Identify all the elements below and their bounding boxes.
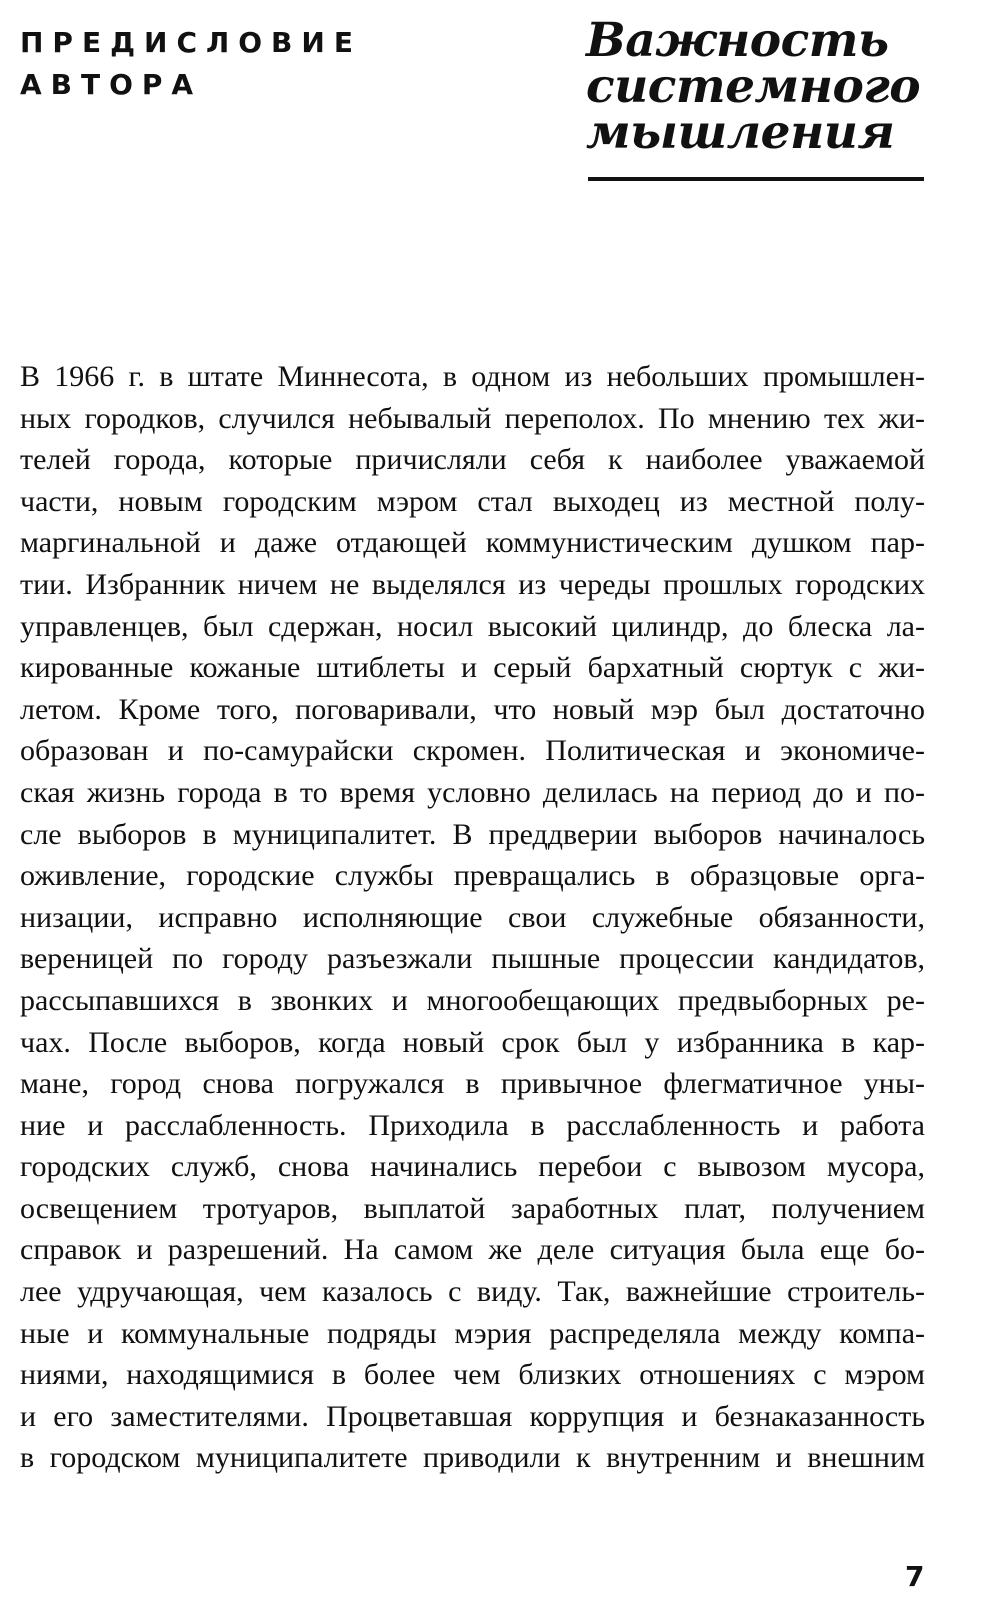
chapter-title-line-3: мышления (586, 105, 895, 160)
body-line: лее удручающая, чем казалось с виду. Так, важнейшие строитель- (20, 1275, 925, 1309)
body-line: ные и коммунальные подряды мэрия распределяла между компа- (20, 1316, 925, 1350)
chapter-title-line-1: Важность (586, 13, 889, 68)
body-line: справок и разрешений. На самом же деле ситуация была еще бо- (20, 1233, 925, 1267)
body-line: чах. После выборов, когда новый срок был у избранника в кар- (20, 1025, 925, 1059)
body-line: в городском муниципалитете приводили к внутренним и внешним (20, 1441, 925, 1475)
section-label-line-2: АВТОРА (20, 68, 203, 101)
body-line: освещением тротуаров, выплатой заработных плат, получением (20, 1191, 925, 1225)
body-line: оживление, городские службы превращались в образцовые орга- (20, 859, 925, 893)
body-line: маргинальной и даже отдающей коммунистическим душком пар- (20, 526, 925, 560)
body-line: вереницей по городу разъезжали пышные процессии кандидатов, (20, 942, 925, 976)
body-line: ние и расслабленность. Приходила в расслабленность и работа (20, 1108, 925, 1142)
chapter-title (586, 13, 986, 160)
body-line: ская жизнь города в то время условно делилась на период до и по- (20, 775, 925, 809)
body-line: сле выборов в муниципалитет. В преддверии выборов начиналось (20, 817, 925, 851)
body-line: тии. Избранник ничем не выделялся из череды прошлых городских (20, 567, 925, 601)
body-line: ных городков, случился небывалый переполох. По мнению тех жи- (20, 401, 925, 435)
body-line: управленцев, был сдержан, носил высокий цилиндр, до блеска ла- (20, 609, 925, 643)
body-line: и его заместителями. Процветавшая коррупция и безнаказанность (20, 1399, 925, 1433)
chapter-title-line-2: системного (586, 59, 921, 114)
page-number: 7 (905, 1560, 925, 1593)
body-line: низации, исправно исполняющие свои служебные обязанности, (20, 900, 925, 934)
body-line: мане, город снова погружался в привычное флегматичное уны- (20, 1067, 925, 1101)
body-line: В 1966 г. в штате Миннесота, в одном из небольших промышлен- (20, 360, 925, 393)
body-line: образован и по-самурайски скромен. Политическая и экономиче- (20, 734, 925, 768)
title-underline-rule (588, 177, 924, 181)
section-label (20, 22, 440, 106)
body-line: ниями, находящимися в более чем близких отношениях с мэром (20, 1358, 925, 1392)
body-text (20, 356, 925, 1479)
body-line: рассыпавшихся в звонких и многообещающих предвыборных ре- (20, 983, 925, 1017)
body-line: кированные кожаные штиблеты и серый бархатный сюртук с жи- (20, 651, 925, 685)
body-line: части, новым городским мэром стал выходец из местной полу- (20, 484, 925, 518)
body-line: летом. Кроме того, поговаривали, что новый мэр был достаточно (20, 692, 925, 726)
body-line: телей города, которые причисляли себя к наиболее уважаемой (20, 443, 925, 477)
section-label-line-1: ПРЕДИСЛОВИЕ (20, 26, 362, 59)
body-line: городских служб, снова начинались перебои с вывозом мусора, (20, 1150, 925, 1184)
